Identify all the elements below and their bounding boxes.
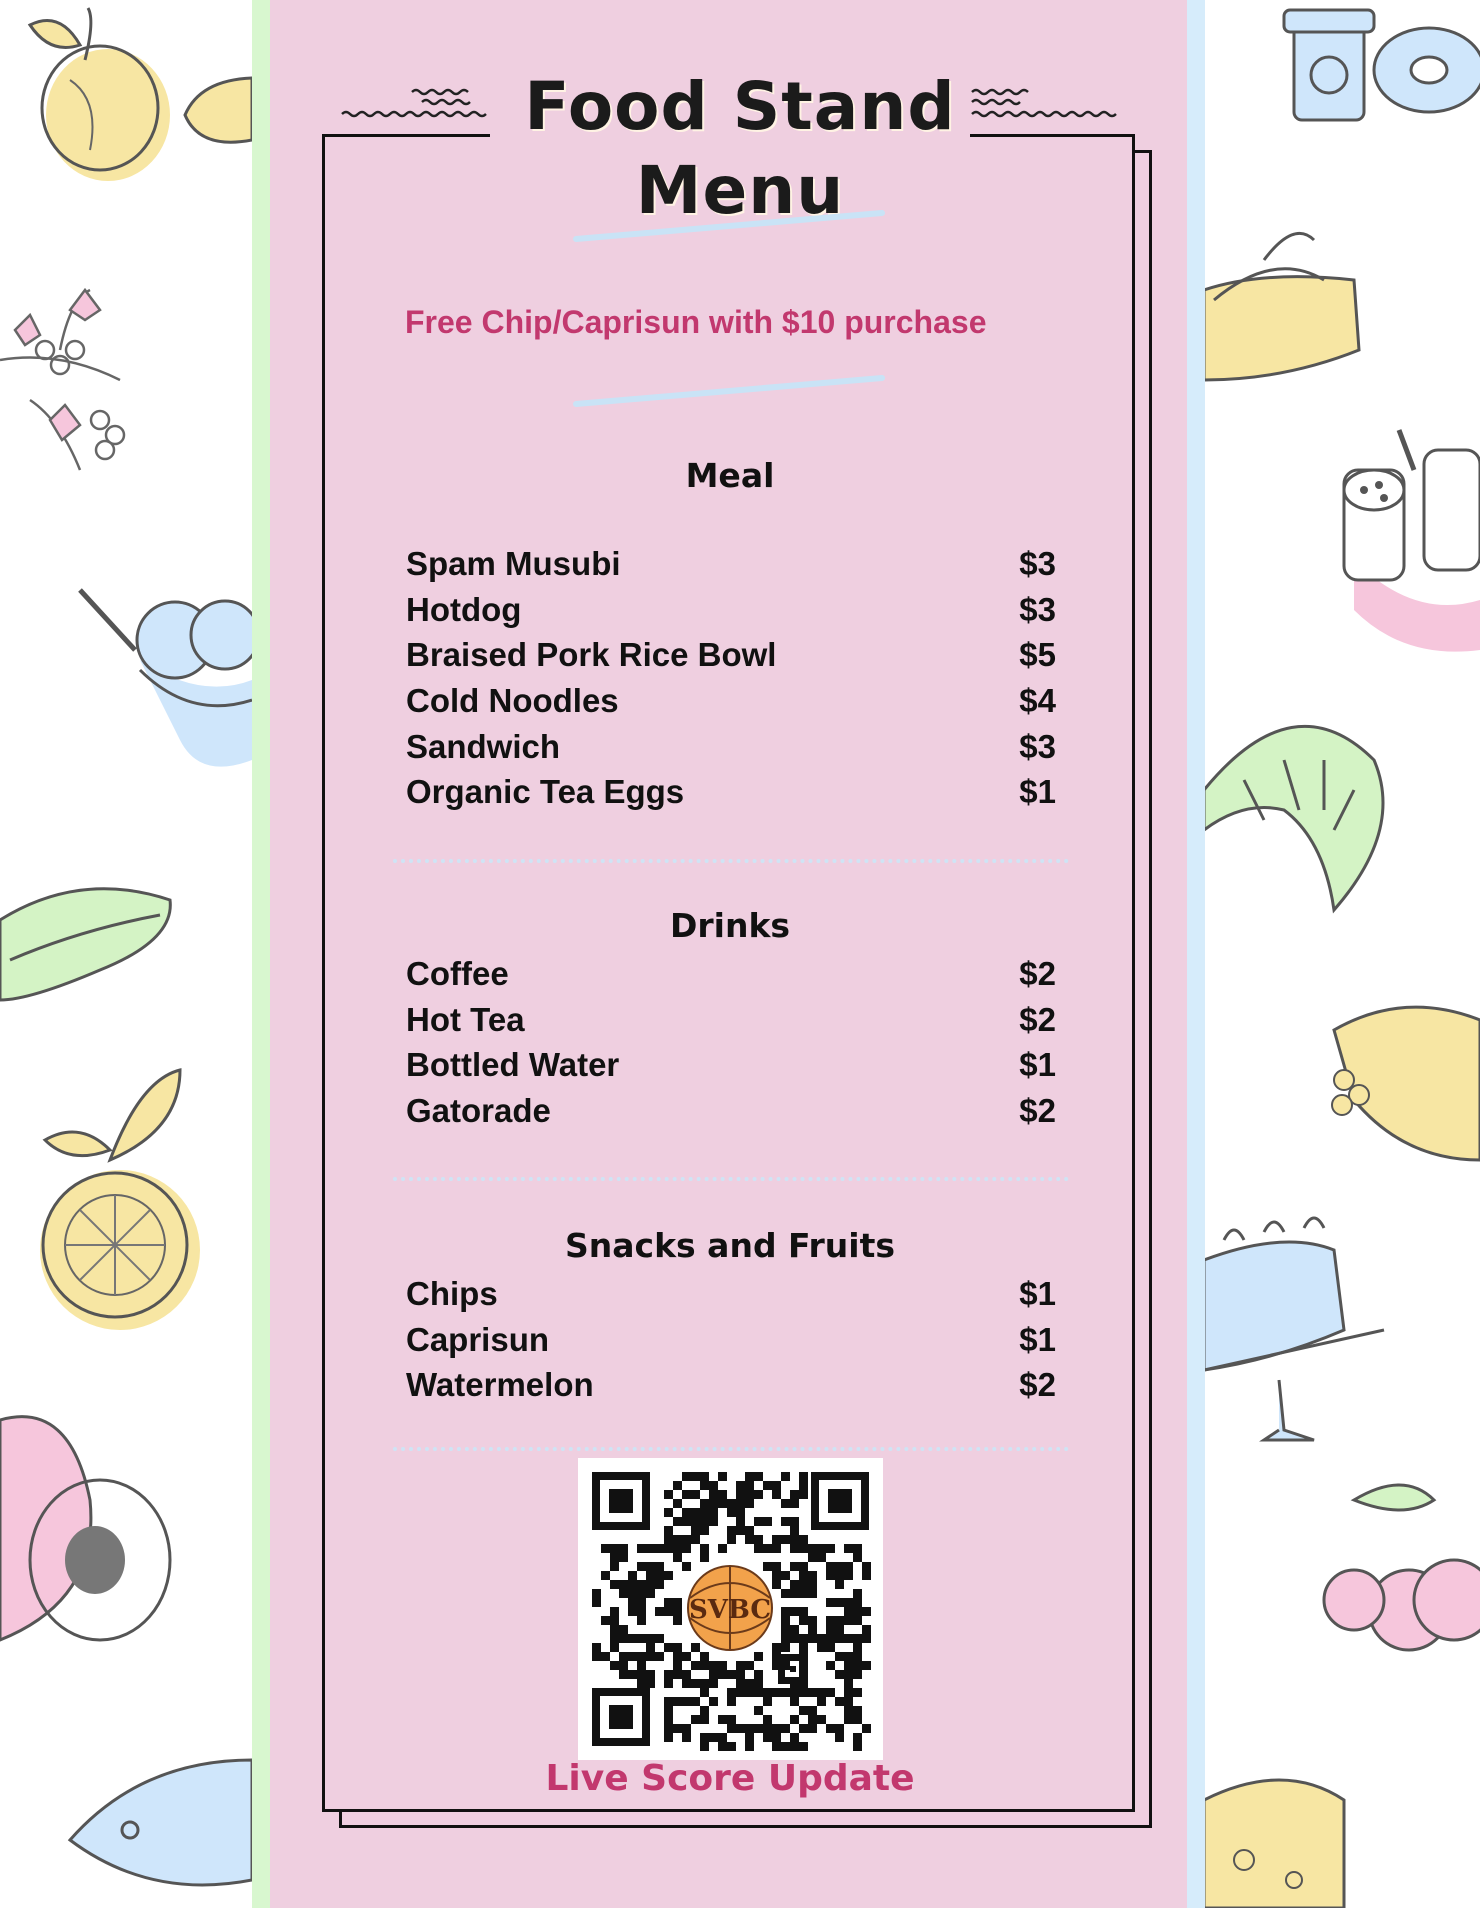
section-divider [393,859,1069,863]
left-accent-strip [252,0,270,1908]
item-price: $1 [1019,773,1056,811]
section-divider [393,1177,1069,1181]
meal-list [406,541,1056,815]
lemons-icon [40,1070,200,1330]
roast-chicken-icon [1204,233,1359,380]
item-name: Caprisun [406,1320,550,1358]
item-name: Spam Musubi [406,544,621,582]
menu-item [406,1362,1056,1408]
salt-pepper-icon [1344,430,1480,652]
menu-item [406,951,1056,997]
right-accent-strip [1187,0,1205,1908]
item-price: $3 [1019,727,1056,765]
menu-item [406,678,1056,724]
item-name: Chips [406,1274,498,1312]
menu-item [406,724,1056,770]
ice-cream-icon [80,590,252,767]
lemon-slice-icon [185,78,252,142]
menu-item [406,541,1056,587]
menu-item [406,1271,1056,1317]
section-title-drinks: Drinks [669,906,791,945]
menu-item [406,1317,1056,1363]
title-underline [570,205,890,245]
item-name: Gatorade [406,1091,551,1129]
item-price: $2 [1019,1091,1056,1129]
menu-item [406,1042,1056,1088]
coffee-donut-icon [1284,10,1480,120]
item-name: Cold Noodles [406,681,619,719]
item-name: Braised Pork Rice Bowl [406,636,777,674]
menu-item [406,769,1056,815]
left-illustration-column [0,0,252,1908]
qr-logo-text: SVBC [688,1595,772,1625]
menu-item [406,587,1056,633]
item-name: Hot Tea [406,1000,525,1038]
item-name: Bottled Water [406,1046,620,1084]
fish-icon [70,1760,252,1885]
item-price: $1 [1019,1046,1056,1084]
section-title-meal: Meal [685,456,775,495]
item-price: $2 [1019,1000,1056,1038]
croissant-icon [1204,726,1383,910]
page-title-line-2: Menu [635,152,845,229]
item-name: Organic Tea Eggs [406,773,685,811]
drinks-list [406,951,1056,1134]
item-price: $3 [1019,544,1056,582]
item-price: $2 [1019,1366,1056,1404]
cheese-icon [1204,1780,1344,1908]
menu-item [406,632,1056,678]
item-price: $1 [1019,1274,1056,1312]
live-score-caption: Live Score Update [545,1758,915,1799]
item-price: $2 [1019,954,1056,992]
item-name: Coffee [406,954,509,992]
item-price: $3 [1019,590,1056,628]
qr-code-icon [578,1458,883,1760]
item-price: $5 [1019,636,1056,674]
section-title-snacks: Snacks and Fruits [565,1226,895,1265]
avocado-icon [0,1417,170,1640]
item-name: Sandwich [406,727,561,765]
fruit-bowl-icon [1332,1007,1480,1160]
snacks-list [406,1271,1056,1408]
item-price: $4 [1019,681,1056,719]
section-divider [393,1447,1069,1451]
menu-item [406,1088,1056,1134]
item-name: Watermelon [406,1366,594,1404]
promo-underline [570,370,890,410]
menu-item [406,997,1056,1043]
cake-icon [1204,1218,1384,1440]
grapes-branch-icon [0,290,124,470]
apple-icon [30,8,170,181]
promo-text: Free Chip/Caprisun with $10 purchase [405,304,987,340]
right-illustration-column [1204,0,1480,1908]
cherries-icon [1324,1485,1480,1650]
item-price: $1 [1019,1320,1056,1358]
item-name: Hotdog [406,590,522,628]
sub-sandwich-icon [0,889,170,1000]
qr-code[interactable] [578,1458,883,1760]
page-title: Food Stand [524,68,956,145]
